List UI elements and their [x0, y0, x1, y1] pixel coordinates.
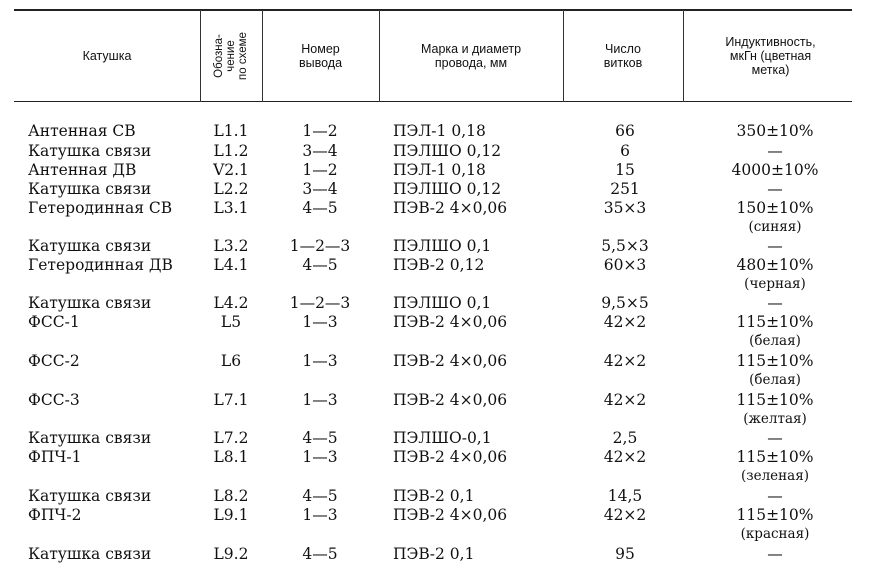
pin-number: 4—5	[302, 199, 338, 217]
coil-code: V2.1	[213, 161, 249, 179]
turn-count: 42×2	[603, 506, 647, 524]
coil-code: L3.2	[213, 237, 249, 255]
color-mark: (желтая)	[743, 411, 807, 427]
inductance-value: 4000±10%	[731, 161, 819, 179]
header-bottom-rule	[14, 101, 852, 102]
color-mark: (белая)	[749, 372, 801, 388]
coil-code: L6	[220, 352, 242, 370]
wire-spec: ПЭВ-2 0,1	[393, 487, 475, 505]
coil-name: ФСС-3	[28, 391, 80, 409]
inductance-value: —	[767, 142, 783, 160]
pin-number: 3—4	[302, 180, 338, 198]
turn-count: 251	[610, 180, 640, 198]
coil-name: Катушка связи	[28, 142, 152, 160]
coil-name: ФПЧ-2	[28, 506, 82, 524]
coil-name: ФСС-1	[28, 313, 80, 331]
wire-spec: ПЭВ-2 4×0,06	[393, 352, 508, 370]
wire-spec: ПЭВ-2 4×0,06	[393, 199, 508, 217]
wire-spec: ПЭВ-2 4×0,06	[393, 313, 508, 331]
wire-spec: ПЭВ-2 4×0,06	[393, 391, 508, 409]
wire-spec: ПЭВ-2 0,1	[393, 545, 475, 563]
pin-number: 1—3	[302, 352, 338, 370]
pin-number: 4—5	[302, 256, 338, 274]
color-mark: (белая)	[749, 333, 801, 349]
turn-count: 42×2	[603, 352, 647, 370]
pin-number: 1—2—3	[289, 294, 351, 312]
pin-number: 4—5	[302, 429, 338, 447]
pin-number: 1—2	[302, 122, 338, 140]
coil-name: Катушка связи	[28, 294, 152, 312]
turn-count: 66	[615, 122, 635, 140]
header-name: Катушка	[82, 48, 132, 63]
inductance-value: 115±10%	[736, 506, 814, 524]
coil-code: L1.2	[213, 142, 249, 160]
inductance-value: 115±10%	[736, 391, 814, 409]
coil-code: L8.2	[213, 487, 249, 505]
wire-spec: ПЭЛШО 0,12	[393, 142, 502, 160]
coil-code: L9.2	[213, 545, 249, 563]
coil-name: Катушка связи	[28, 180, 152, 198]
coil-code: L9.1	[213, 506, 249, 524]
inductance-value: —	[767, 545, 783, 563]
coil-code: L4.2	[213, 294, 249, 312]
inductance-value: 115±10%	[736, 313, 814, 331]
turn-count: 42×2	[603, 313, 647, 331]
turn-count: 42×2	[603, 448, 647, 466]
coil-code: L4.1	[213, 256, 249, 274]
wire-spec: ПЭВ-2 0,12	[393, 256, 485, 274]
coil-code: L3.1	[213, 199, 249, 217]
coil-name: ФПЧ-1	[28, 448, 82, 466]
wire-spec: ПЭЛШО 0,12	[393, 180, 502, 198]
coil-code: L1.1	[213, 122, 249, 140]
inductance-value: 480±10%	[736, 256, 814, 274]
inductance-value: —	[767, 237, 783, 255]
pin-number: 4—5	[302, 545, 338, 563]
pin-number: 1—3	[302, 506, 338, 524]
pin-number: 1—3	[302, 391, 338, 409]
color-mark: (красная)	[740, 526, 810, 542]
wire-spec: ПЭЛ-1 0,18	[393, 161, 486, 179]
wire-spec: ПЭЛШО-0,1	[393, 429, 492, 447]
coil-code: L7.2	[213, 429, 249, 447]
coil-code: L2.2	[213, 180, 249, 198]
header-turns: Число витков	[603, 41, 643, 70]
wire-spec: ПЭВ-2 4×0,06	[393, 506, 508, 524]
coil-name: ФСС-2	[28, 352, 80, 370]
wire-spec: ПЭЛШО 0,1	[393, 237, 492, 255]
coil-name: Гетеродинная СВ	[28, 199, 173, 217]
wire-spec: ПЭЛ-1 0,18	[393, 122, 486, 140]
header-code: Обозна- чение по схеме	[212, 31, 249, 80]
coil-name: Антенная СВ	[28, 122, 136, 140]
inductance-value: —	[767, 429, 783, 447]
inductance-value: 115±10%	[736, 352, 814, 370]
header-pin: Номер вывода	[298, 41, 343, 70]
inductance-value: —	[767, 487, 783, 505]
turn-count: 9,5×5	[601, 294, 649, 312]
turn-count: 95	[615, 545, 635, 563]
pin-number: 1—2	[302, 161, 338, 179]
coil-code: L7.1	[213, 391, 249, 409]
header-inductance: Индуктивность, мкГн (цветная метка)	[725, 34, 816, 77]
turn-count: 2,5	[612, 429, 638, 447]
inductance-value: —	[767, 180, 783, 198]
coil-code: L5	[220, 313, 242, 331]
turn-count: 42×2	[603, 391, 647, 409]
pin-number: 1—3	[302, 313, 338, 331]
turn-count: 35×3	[603, 199, 647, 217]
inductance-value: 115±10%	[736, 448, 814, 466]
pin-number: 1—3	[302, 448, 338, 466]
turn-count: 5,5×3	[601, 237, 649, 255]
inductance-value: 150±10%	[736, 199, 814, 217]
coil-name: Гетеродинная ДВ	[28, 256, 173, 274]
inductance-value: 350±10%	[736, 122, 814, 140]
inductance-value: —	[767, 294, 783, 312]
coil-name: Антенная ДВ	[28, 161, 137, 179]
header-wire: Марка и диаметр провода, мм	[420, 41, 522, 70]
color-mark: (зеленая)	[740, 468, 809, 484]
wire-spec: ПЭЛШО 0,1	[393, 294, 492, 312]
coil-code: L8.1	[213, 448, 249, 466]
wire-spec: ПЭВ-2 4×0,06	[393, 448, 508, 466]
turn-count: 15	[615, 161, 635, 179]
turn-count: 14,5	[607, 487, 643, 505]
pin-number: 4—5	[302, 487, 338, 505]
coil-name: Катушка связи	[28, 429, 152, 447]
color-mark: (синяя)	[748, 219, 802, 235]
coil-name: Катушка связи	[28, 237, 152, 255]
turn-count: 60×3	[603, 256, 647, 274]
coil-name: Катушка связи	[28, 545, 152, 563]
turn-count: 6	[620, 142, 630, 160]
pin-number: 1—2—3	[289, 237, 351, 255]
color-mark: (черная)	[744, 276, 806, 292]
coil-name: Катушка связи	[28, 487, 152, 505]
pin-number: 3—4	[302, 142, 338, 160]
